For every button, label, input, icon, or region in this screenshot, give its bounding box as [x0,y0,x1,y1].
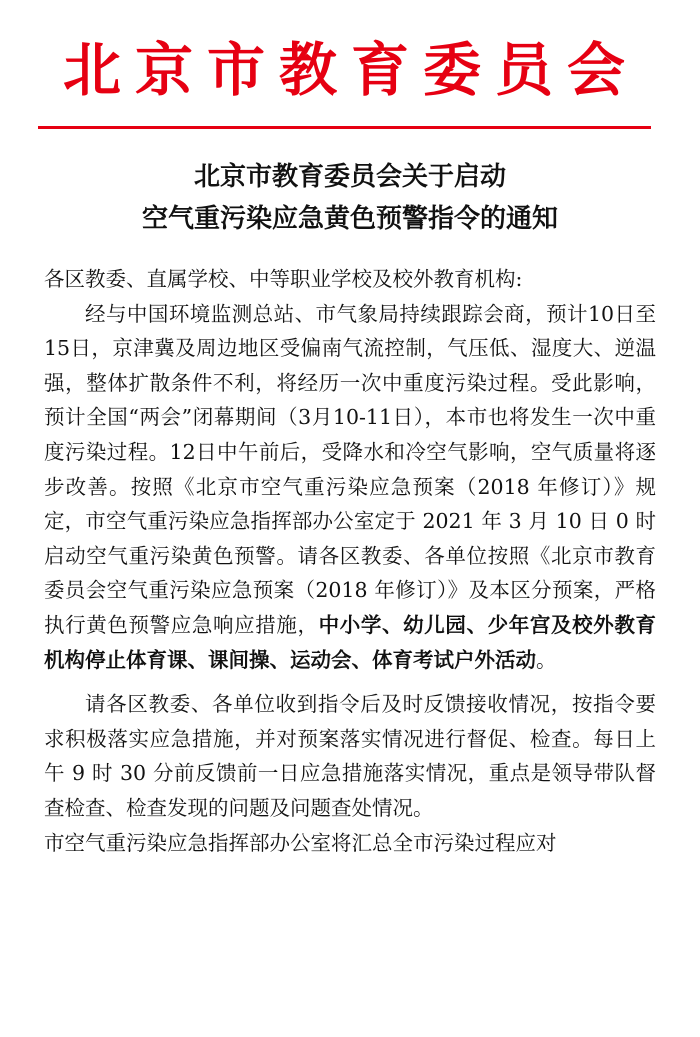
paragraph-2: 请各区教委、各单位收到指令后及时反馈接收情况，按指令要求积极落实应急措施，并对预案落实情况进行督促、检查。每日上午 9 时 30 分前反馈前一日应急措施落实情况，重点是领导带队督查检查、检查发现的问题及问题查处情况。 [44,692,656,820]
notice-title-line-1: 北京市教育委员会关于启动 [193,162,506,192]
paragraph-1-end: 。 [536,647,557,672]
notice-title-line-2: 空气重污染应急黄色预警指令的通知 [141,204,558,234]
salutation: 各区教委、直属学校、中等职业学校及校外教育机构: [44,267,523,291]
paragraph-1-text: 经与中国环境监测总站、市气象局持续跟踪会商，预计10日至15日，京津冀及周边地区受偏南气流控制，气压低、湿度大、逆温强，整体扩散条件不利，将经历一次中重度污染过程。受此影响，预计全国“两会”闭幕期间（3月10-11日），本市也将发生一次中重度污染过程。12日中午前后，受降水和冷空气影响，空气质量将逐步改善。按照《北京市空气重污染应急预案（2018 年修订）》规定，市空气重污染应急指挥部办公室定于 2021 年 3 月 10 日 0 时启动空气重污染黄色预警。请各区教委、各单位按照《北京市教育委员会空气重污染应急预案（2018 年修订）》及本区分预案，严格执行黄色预警应急响应措施， [44,301,656,637]
paragraph-1 [44,297,656,678]
letterhead-org-name: 北京市教育委员会 [62,36,639,104]
paragraph-3: 市空气重污染应急指挥部办公室将汇总全市污染过程应对 [44,830,557,855]
notice-body [44,262,656,860]
letterhead-red-rule [38,126,651,129]
paragraph-1-emphasis: 中小学、幼儿园、少年宫及校外教育机构停止体育课、课间操、运动会、体育考试户外活动 [44,612,656,672]
